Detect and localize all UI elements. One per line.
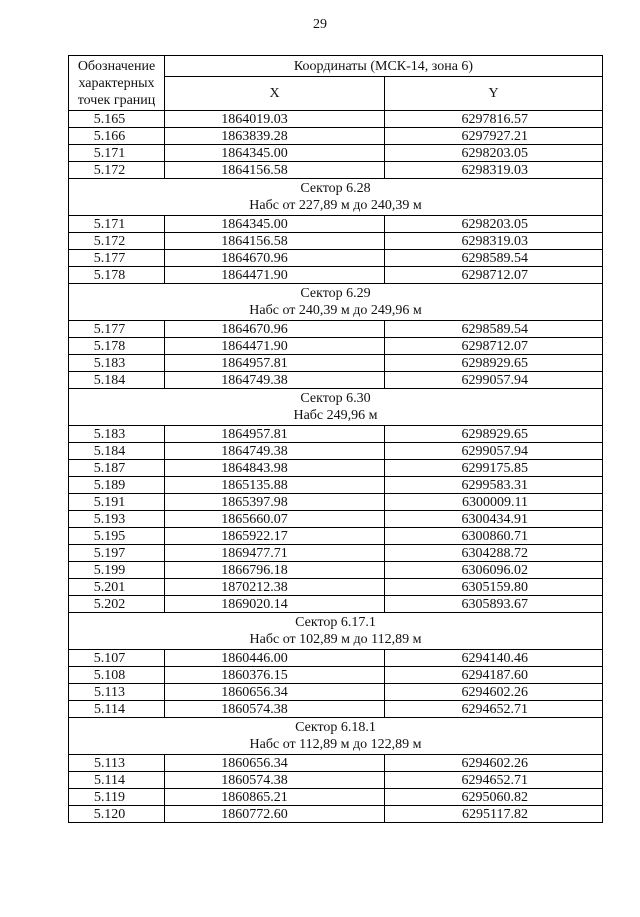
y-cell: 6298203.05 [385,216,603,233]
y-cell: 6294602.26 [385,755,603,772]
point-cell: 5.202 [69,596,165,613]
sector-header [69,389,603,426]
x-cell: 1860574.38 [165,701,385,718]
x-cell: 1860446.00 [165,650,385,667]
point-cell: 5.119 [69,789,165,806]
sector-header [69,613,603,650]
y-cell: 6298589.54 [385,321,603,338]
x-cell: 1864957.81 [165,355,385,372]
sector-range: Набс от 227,89 м до 240,39 м [249,198,422,213]
table-row [69,338,603,355]
y-cell: 6298712.07 [385,267,603,284]
sector-name: Сектор 6.28 [300,181,371,196]
y-cell: 6294602.26 [385,684,603,701]
table-row [69,321,603,338]
sector-range: Набс от 240,39 м до 249,96 м [249,303,422,318]
table-row [69,684,603,701]
point-cell: 5.184 [69,372,165,389]
point-cell: 5.120 [69,806,165,823]
table-row [69,596,603,613]
y-cell: 6298203.05 [385,145,603,162]
point-cell: 5.114 [69,772,165,789]
sector-name: Сектор 6.18.1 [295,720,376,735]
table-row [69,111,603,128]
table-row [69,545,603,562]
point-cell: 5.113 [69,684,165,701]
x-cell: 1860656.34 [165,684,385,701]
y-cell: 6298589.54 [385,250,603,267]
y-cell: 6298712.07 [385,338,603,355]
y-cell: 6294652.71 [385,701,603,718]
y-cell: 6295060.82 [385,789,603,806]
header-y: Y [385,77,603,111]
x-cell: 1860772.60 [165,806,385,823]
sector-range: Набс от 112,89 м до 122,89 м [249,737,422,752]
point-cell: 5.177 [69,321,165,338]
y-cell: 6300434.91 [385,511,603,528]
y-cell: 6305893.67 [385,596,603,613]
header-point-line-2: характерных [78,75,155,91]
point-cell: 5.171 [69,145,165,162]
x-cell: 1864670.96 [165,321,385,338]
table-row [69,579,603,596]
x-cell: 1864957.81 [165,426,385,443]
sector-name: Сектор 6.29 [300,286,371,301]
x-cell: 1864670.96 [165,250,385,267]
page-number: 29 [313,17,327,32]
header-coordinates-title: Координаты (МСК-14, зона 6) [165,56,603,77]
table-row [69,528,603,545]
sector-header-row [69,179,603,216]
table-row [69,562,603,579]
sector-range: Набс 249,96 м [293,408,378,423]
table-row [69,772,603,789]
header-point-line-3: точек границ [77,92,156,108]
point-cell: 5.171 [69,216,165,233]
sector-header [69,284,603,321]
x-cell: 1865397.98 [165,494,385,511]
y-cell: 6294652.71 [385,772,603,789]
x-cell: 1865135.88 [165,477,385,494]
point-cell: 5.172 [69,162,165,179]
table-row [69,755,603,772]
point-cell: 5.197 [69,545,165,562]
x-cell: 1864749.38 [165,443,385,460]
table-row [69,460,603,477]
y-cell: 6297816.57 [385,111,603,128]
y-cell: 6304288.72 [385,545,603,562]
sector-header [69,179,603,216]
x-cell: 1864156.58 [165,233,385,250]
y-cell: 6300860.71 [385,528,603,545]
point-cell: 5.187 [69,460,165,477]
point-cell: 5.191 [69,494,165,511]
table-row [69,267,603,284]
point-cell: 5.195 [69,528,165,545]
sector-header-row [69,718,603,755]
table-row [69,233,603,250]
sector-header [69,718,603,755]
table-row [69,650,603,667]
x-cell: 1870212.38 [165,579,385,596]
table-row [69,701,603,718]
x-cell: 1864019.03 [165,111,385,128]
x-cell: 1864843.98 [165,460,385,477]
sector-header-row [69,284,603,321]
point-cell: 5.199 [69,562,165,579]
point-cell: 5.184 [69,443,165,460]
y-cell: 6299175.85 [385,460,603,477]
y-cell: 6297927.21 [385,128,603,145]
point-cell: 5.108 [69,667,165,684]
y-cell: 6298319.03 [385,233,603,250]
point-cell: 5.183 [69,355,165,372]
sector-name: Сектор 6.17.1 [295,615,376,630]
table-row [69,426,603,443]
x-cell: 1866796.18 [165,562,385,579]
table-row [69,494,603,511]
y-cell: 6295117.82 [385,806,603,823]
point-cell: 5.165 [69,111,165,128]
coordinates-table [68,55,603,823]
x-cell: 1865922.17 [165,528,385,545]
x-cell: 1864156.58 [165,162,385,179]
point-cell: 5.172 [69,233,165,250]
y-cell: 6305159.80 [385,579,603,596]
table-row [69,477,603,494]
table-row [69,511,603,528]
point-cell: 5.114 [69,701,165,718]
table-row [69,372,603,389]
point-cell: 5.193 [69,511,165,528]
x-cell: 1863839.28 [165,128,385,145]
table-row [69,145,603,162]
x-cell: 1860376.15 [165,667,385,684]
header-point-line-1: Обозначение [77,58,156,74]
point-cell: 5.178 [69,267,165,284]
x-cell: 1864471.90 [165,267,385,284]
table-row [69,355,603,372]
x-cell: 1864749.38 [165,372,385,389]
point-cell: 5.183 [69,426,165,443]
y-cell: 6299583.31 [385,477,603,494]
sector-range: Набс от 102,89 м до 112,89 м [249,632,422,647]
table-row [69,162,603,179]
y-cell: 6299057.94 [385,443,603,460]
table-body [69,111,603,823]
table-row [69,216,603,233]
sector-header-row [69,613,603,650]
y-cell: 6298929.65 [385,355,603,372]
table-header [69,56,603,111]
y-cell: 6294140.46 [385,650,603,667]
y-cell: 6298929.65 [385,426,603,443]
x-cell: 1860574.38 [165,772,385,789]
header-x: X [165,77,385,111]
header-point-designation [69,56,165,111]
y-cell: 6294187.60 [385,667,603,684]
table-row [69,128,603,145]
x-cell: 1860656.34 [165,755,385,772]
table-row [69,250,603,267]
point-cell: 5.178 [69,338,165,355]
point-cell: 5.177 [69,250,165,267]
x-cell: 1860865.21 [165,789,385,806]
table-row [69,443,603,460]
x-cell: 1864345.00 [165,145,385,162]
y-cell: 6306096.02 [385,562,603,579]
y-cell: 6300009.11 [385,494,603,511]
point-cell: 5.107 [69,650,165,667]
point-cell: 5.113 [69,755,165,772]
x-cell: 1869477.71 [165,545,385,562]
y-cell: 6299057.94 [385,372,603,389]
x-cell: 1864471.90 [165,338,385,355]
point-cell: 5.201 [69,579,165,596]
table-row [69,789,603,806]
sector-name: Сектор 6.30 [300,391,371,406]
sector-header-row [69,389,603,426]
y-cell: 6298319.03 [385,162,603,179]
table-row [69,667,603,684]
point-cell: 5.166 [69,128,165,145]
x-cell: 1865660.07 [165,511,385,528]
x-cell: 1869020.14 [165,596,385,613]
table-row [69,806,603,823]
point-cell: 5.189 [69,477,165,494]
x-cell: 1864345.00 [165,216,385,233]
